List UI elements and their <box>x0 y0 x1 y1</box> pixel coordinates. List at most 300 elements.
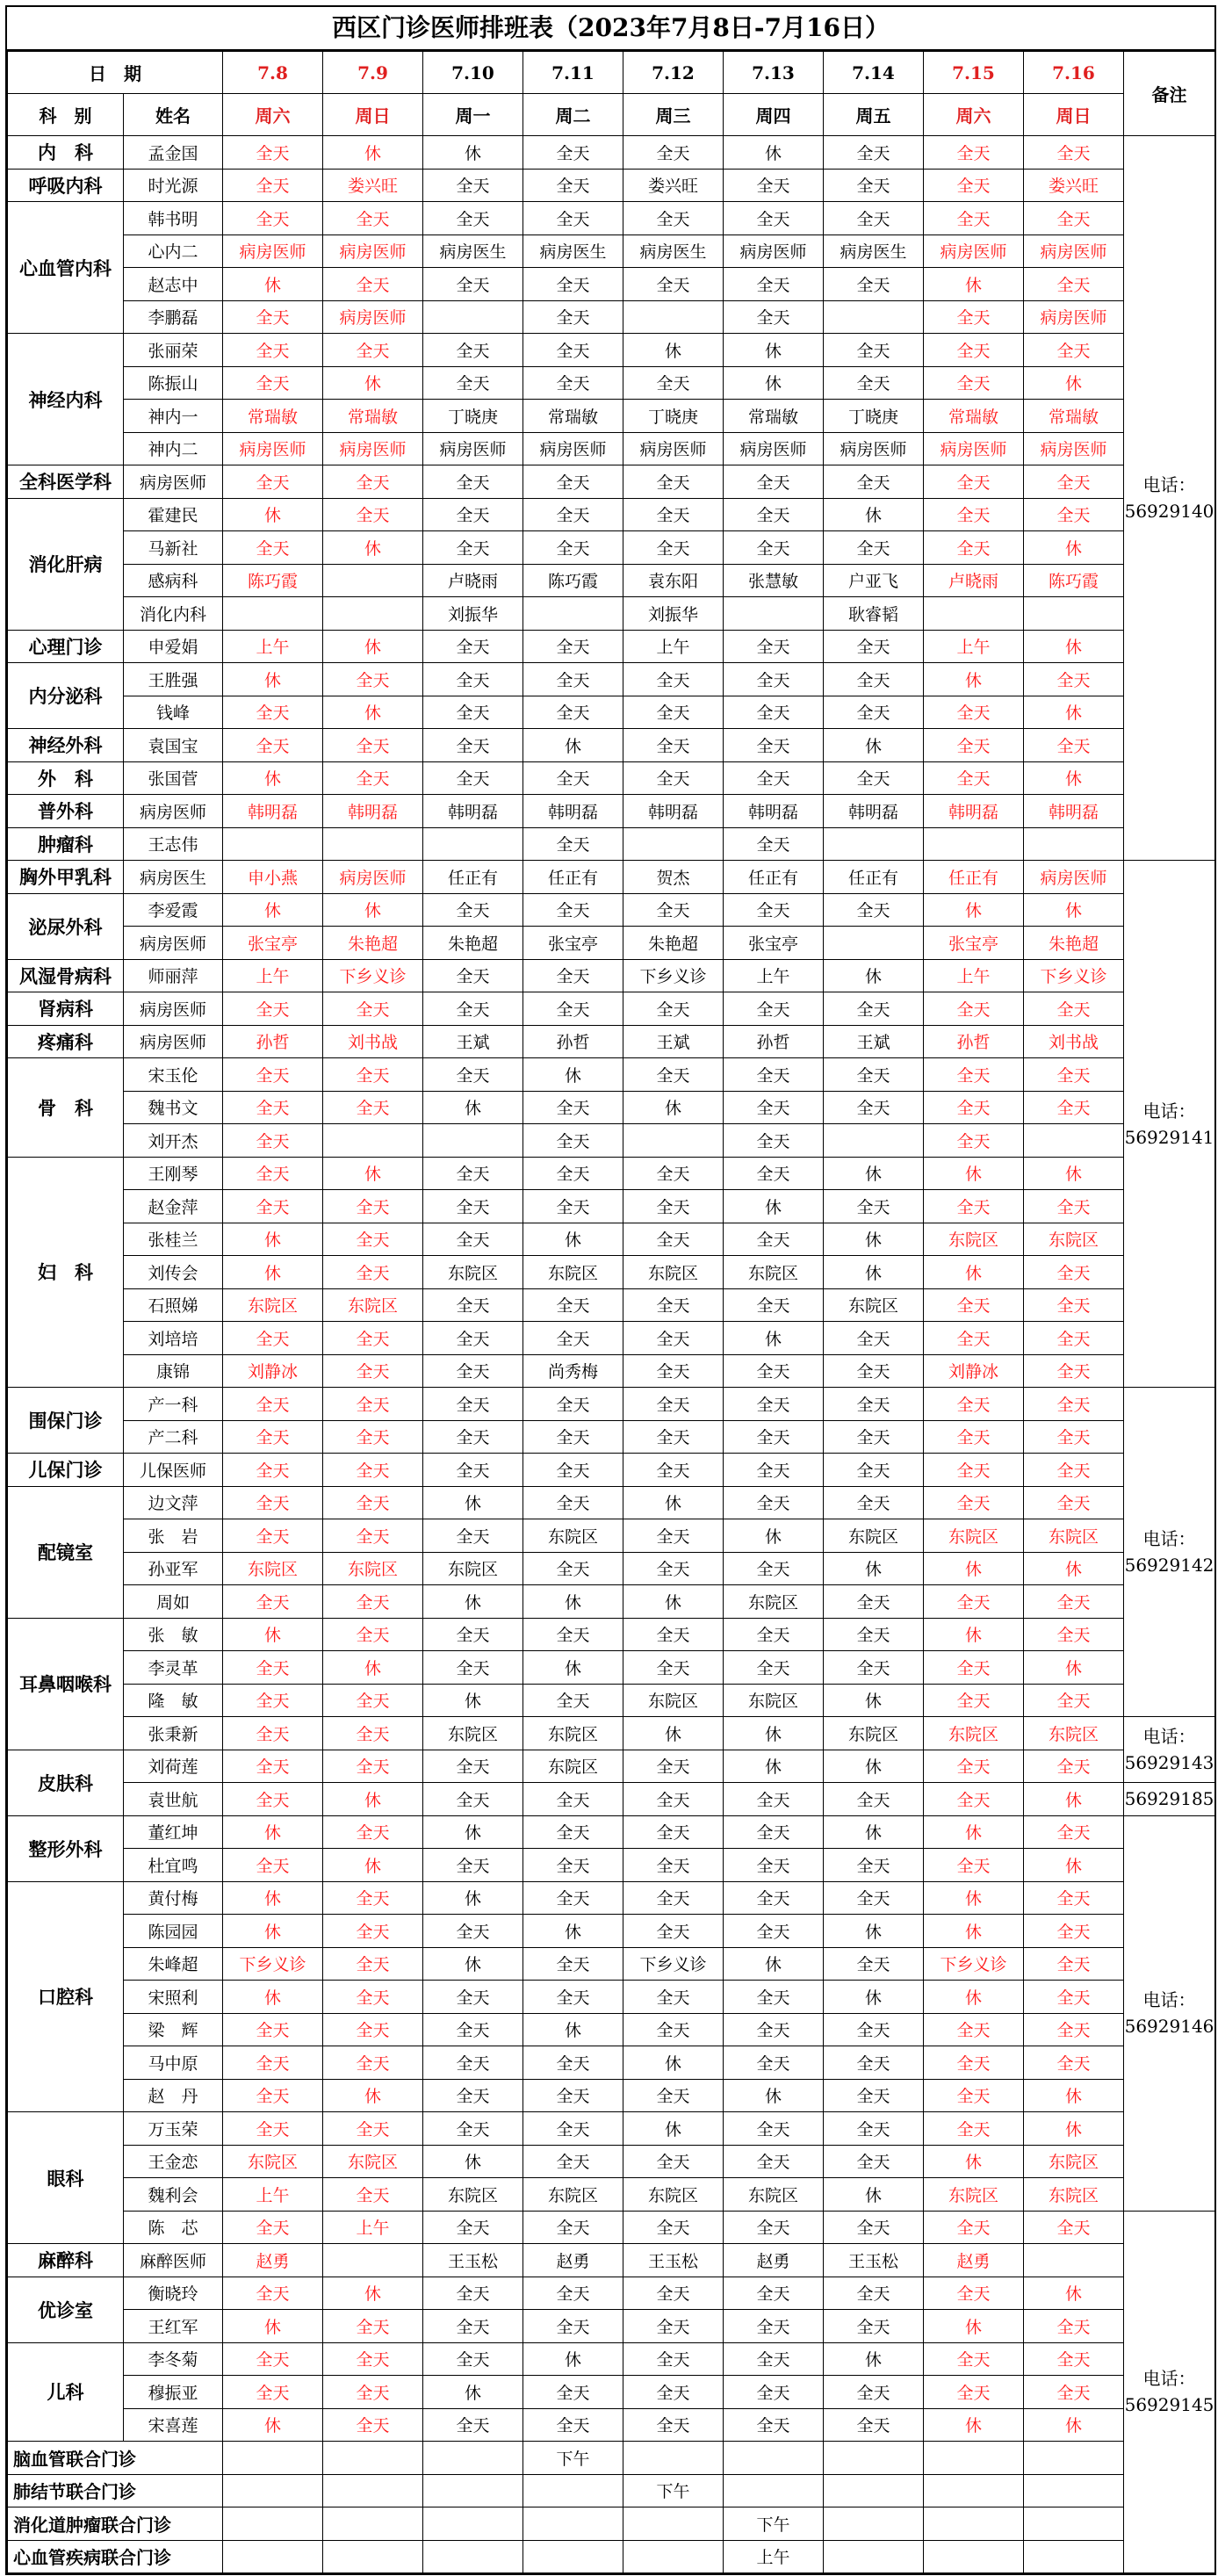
department-name: 肾病科 <box>8 992 124 1026</box>
shift-cell: 下乡义诊 <box>623 959 724 992</box>
shift-cell: 全天 <box>724 2277 824 2310</box>
doctor-name: 韩书明 <box>124 202 223 235</box>
shift-cell: 全天 <box>824 136 924 170</box>
shift-cell: 全天 <box>1024 498 1124 531</box>
shift-cell: 全天 <box>423 1618 523 1651</box>
shift-cell: 全天 <box>924 992 1024 1026</box>
shift-cell: 上午 <box>623 630 724 663</box>
shift-cell: 休 <box>223 1915 323 1948</box>
shift-cell: 休 <box>724 1750 824 1783</box>
shift-cell <box>824 827 924 861</box>
table-body <box>8 136 1215 2573</box>
doctor-name: 张桂兰 <box>124 1223 223 1256</box>
doctor-name: 赵志中 <box>124 268 223 301</box>
shift-cell: 常瑞敏 <box>724 400 824 433</box>
shift-cell: 全天 <box>523 2079 623 2112</box>
table-row <box>8 1322 1215 1355</box>
shift-cell: 东院区 <box>1024 2145 1124 2178</box>
shift-cell: 全天 <box>824 1420 924 1454</box>
table-row <box>8 366 1215 400</box>
shift-cell: 全天 <box>724 761 824 795</box>
shift-cell: 病房医生 <box>623 235 724 268</box>
shift-cell <box>223 2507 323 2541</box>
shift-cell: 全天 <box>423 1783 523 1816</box>
doctor-name: 陈 芯 <box>124 2211 223 2244</box>
shift-cell: 全天 <box>423 1454 523 1487</box>
shift-cell: 全天 <box>323 1388 423 1421</box>
shift-cell <box>323 2244 423 2277</box>
shift-cell: 朱艳超 <box>623 927 724 960</box>
shift-cell: 休 <box>824 2178 924 2212</box>
shift-cell: 病房医师 <box>423 432 523 465</box>
doctor-name: 马新社 <box>124 531 223 565</box>
shift-cell: 休 <box>824 1915 924 1948</box>
table-row <box>8 1815 1215 1849</box>
shift-cell: 全天 <box>223 729 323 762</box>
shift-cell <box>223 2474 323 2507</box>
shift-cell: 休 <box>824 1157 924 1190</box>
shift-cell: 全天 <box>423 1322 523 1355</box>
shift-cell: 休 <box>924 1256 1024 1289</box>
shift-cell: 全天 <box>423 696 523 729</box>
shift-cell: 全天 <box>623 136 724 170</box>
shift-cell: 全天 <box>824 2376 924 2409</box>
doctor-name: 张 岩 <box>124 1519 223 1553</box>
shift-cell: 东院区 <box>423 1552 523 1585</box>
shift-cell: 全天 <box>623 2376 724 2409</box>
shift-cell <box>223 2540 323 2573</box>
shift-cell: 上午 <box>223 959 323 992</box>
joint-clinic-name: 脑血管联合门诊 <box>8 2442 223 2475</box>
shift-cell: 全天 <box>924 169 1024 202</box>
shift-cell: 休 <box>1024 1651 1124 1685</box>
shift-cell: 下乡义诊 <box>223 1947 323 1981</box>
shift-cell: 全天 <box>1024 1091 1124 1124</box>
shift-cell: 全天 <box>623 1981 724 2014</box>
shift-cell: 全天 <box>523 498 623 531</box>
shift-cell <box>223 597 323 631</box>
shift-cell: 东院区 <box>423 1256 523 1289</box>
shift-cell: 全天 <box>423 202 523 235</box>
shift-cell: 全天 <box>924 334 1024 367</box>
shift-cell: 东院区 <box>1024 2178 1124 2212</box>
shift-cell: 刘振华 <box>623 597 724 631</box>
shift-cell: 病房医生 <box>423 235 523 268</box>
table-row <box>8 1354 1215 1388</box>
shift-cell: 全天 <box>623 1420 724 1454</box>
shift-cell: 全天 <box>924 1058 1024 1092</box>
shift-cell: 休 <box>423 1486 523 1519</box>
shift-cell <box>623 827 724 861</box>
shift-cell: 全天 <box>623 2211 724 2244</box>
shift-cell: 休 <box>323 366 423 400</box>
shift-cell <box>924 2507 1024 2541</box>
shift-cell: 全天 <box>623 761 724 795</box>
shift-cell <box>1024 2507 1124 2541</box>
shift-cell: 病房医师 <box>824 432 924 465</box>
shift-cell: 下午 <box>623 2474 724 2507</box>
shift-cell: 全天 <box>924 1288 1024 1322</box>
shift-cell: 东院区 <box>323 2145 423 2178</box>
shift-cell: 全天 <box>523 1486 623 1519</box>
shift-cell: 全天 <box>724 268 824 301</box>
shift-cell: 全天 <box>423 498 523 531</box>
phone-note: 电话：56929146 <box>1124 1815 1215 2211</box>
header-weekday: 周六 <box>924 94 1024 136</box>
table-row <box>8 2079 1215 2112</box>
shift-cell: 全天 <box>924 2211 1024 2244</box>
shift-cell: 全天 <box>824 1618 924 1651</box>
shift-cell: 全天 <box>724 1915 824 1948</box>
shift-cell: 病房医师 <box>523 432 623 465</box>
doctor-name: 产二科 <box>124 1420 223 1454</box>
shift-cell: 全天 <box>523 2376 623 2409</box>
shift-cell: 全天 <box>724 696 824 729</box>
doctor-name: 宋玉伦 <box>124 1058 223 1092</box>
shift-cell: 休 <box>924 2408 1024 2442</box>
doctor-name: 王红军 <box>124 2310 223 2343</box>
table-row <box>8 2474 1215 2507</box>
shift-cell: 全天 <box>323 1420 423 1454</box>
shift-cell: 休 <box>1024 761 1124 795</box>
shift-cell: 袁东阳 <box>623 564 724 597</box>
department-name: 普外科 <box>8 795 124 828</box>
shift-cell <box>1024 2442 1124 2475</box>
header-weekday: 周四 <box>724 94 824 136</box>
shift-cell: 全天 <box>724 1881 824 1915</box>
shift-cell: 东院区 <box>523 1750 623 1783</box>
shift-cell: 休 <box>323 893 423 927</box>
shift-cell: 病房医师 <box>924 432 1024 465</box>
shift-cell: 休 <box>1024 2277 1124 2310</box>
shift-cell: 全天 <box>323 992 423 1026</box>
shift-cell <box>1024 2474 1124 2507</box>
shift-cell: 休 <box>423 1947 523 1981</box>
shift-cell: 全天 <box>523 531 623 565</box>
shift-cell: 全天 <box>223 366 323 400</box>
shift-cell: 全天 <box>323 2013 423 2046</box>
table-row <box>8 1947 1215 1981</box>
shift-cell: 全天 <box>724 2310 824 2343</box>
shift-cell: 全天 <box>623 2079 724 2112</box>
shift-cell <box>623 2540 724 2573</box>
shift-cell: 东院区 <box>423 2178 523 2212</box>
shift-cell <box>323 2474 423 2507</box>
shift-cell: 常瑞敏 <box>223 400 323 433</box>
header-date: 7.8 <box>223 52 323 94</box>
shift-cell: 休 <box>623 2046 724 2080</box>
shift-cell <box>523 597 623 631</box>
shift-cell: 全天 <box>223 1322 323 1355</box>
shift-cell: 全天 <box>423 2342 523 2376</box>
shift-cell: 全天 <box>1024 1750 1124 1783</box>
shift-cell: 王斌 <box>423 1025 523 1058</box>
shift-cell: 王斌 <box>623 1025 724 1058</box>
shift-cell: 全天 <box>223 2277 323 2310</box>
header-weekday: 周六 <box>223 94 323 136</box>
shift-cell: 全天 <box>824 1354 924 1388</box>
doctor-name: 石照娣 <box>124 1288 223 1322</box>
shift-cell: 张宝亭 <box>523 927 623 960</box>
shift-cell: 任正有 <box>423 861 523 894</box>
shift-cell: 朱艳超 <box>1024 927 1124 960</box>
shift-cell: 全天 <box>323 1750 423 1783</box>
department-name: 围保门诊 <box>8 1388 124 1454</box>
joint-clinic-name: 心血管疾病联合门诊 <box>8 2540 223 2573</box>
shift-cell: 休 <box>1024 630 1124 663</box>
doctor-name: 穆振亚 <box>124 2376 223 2409</box>
shift-cell: 休 <box>924 1618 1024 1651</box>
shift-cell: 全天 <box>323 2342 423 2376</box>
shift-cell: 常瑞敏 <box>924 400 1024 433</box>
table-row <box>8 1684 1215 1717</box>
shift-cell: 休 <box>824 959 924 992</box>
shift-cell: 韩明磊 <box>423 795 523 828</box>
shift-cell <box>423 2442 523 2475</box>
shift-cell: 全天 <box>1024 1815 1124 1849</box>
shift-cell: 休 <box>1024 2408 1124 2442</box>
shift-cell: 全天 <box>1024 1947 1124 1981</box>
shift-cell: 全天 <box>523 1618 623 1651</box>
shift-cell: 全天 <box>223 2046 323 2080</box>
shift-cell: 病房医师 <box>623 432 724 465</box>
shift-cell: 全天 <box>323 663 423 696</box>
dept-label: 科 别 <box>8 94 124 136</box>
page-title: 西区门诊医师排班表（2023年7月8日-7月16日） <box>7 7 1214 51</box>
doctor-name: 王胜强 <box>124 663 223 696</box>
shift-cell: 上午 <box>924 630 1024 663</box>
table-row <box>8 1519 1215 1553</box>
doctor-name: 病房医师 <box>124 927 223 960</box>
shift-cell: 任正有 <box>824 861 924 894</box>
doctor-name: 袁世航 <box>124 1783 223 1816</box>
shift-cell: 全天 <box>523 1947 623 1981</box>
table-row <box>8 1420 1215 1454</box>
shift-cell: 全天 <box>724 169 824 202</box>
shift-cell: 休 <box>1024 2079 1124 2112</box>
shift-cell: 全天 <box>523 2145 623 2178</box>
shift-cell: 上午 <box>724 2540 824 2573</box>
shift-cell: 刘书战 <box>323 1025 423 1058</box>
shift-cell: 全天 <box>523 1981 623 2014</box>
shift-cell <box>724 2442 824 2475</box>
shift-cell: 全天 <box>223 531 323 565</box>
table-row <box>8 2442 1215 2475</box>
department-name: 麻醉科 <box>8 2244 124 2277</box>
shift-cell: 全天 <box>523 268 623 301</box>
shift-cell: 休 <box>824 2342 924 2376</box>
shift-cell: 全天 <box>824 465 924 499</box>
doctor-name: 感病科 <box>124 564 223 597</box>
shift-cell <box>323 2507 423 2541</box>
doctor-name: 董红坤 <box>124 1815 223 1849</box>
table-row <box>8 268 1215 301</box>
shift-cell: 休 <box>223 1881 323 1915</box>
shift-cell: 全天 <box>423 2013 523 2046</box>
shift-cell: 全天 <box>223 1651 323 1685</box>
shift-cell: 下午 <box>724 2507 824 2541</box>
shift-cell: 全天 <box>423 1519 523 1553</box>
shift-cell: 卢晓雨 <box>924 564 1024 597</box>
shift-cell: 全天 <box>523 1091 623 1124</box>
shift-cell: 全天 <box>223 1454 323 1487</box>
table-row <box>8 959 1215 992</box>
shift-cell <box>423 2474 523 2507</box>
shift-cell: 休 <box>824 1256 924 1289</box>
shift-cell: 全天 <box>223 136 323 170</box>
doctor-name: 刘荷莲 <box>124 1750 223 1783</box>
shift-cell: 全天 <box>824 202 924 235</box>
shift-cell: 休 <box>323 136 423 170</box>
shift-cell: 休 <box>223 2408 323 2442</box>
shift-cell: 全天 <box>323 1322 423 1355</box>
shift-cell: 全天 <box>724 827 824 861</box>
doctor-name: 万玉荣 <box>124 2112 223 2146</box>
shift-cell: 东院区 <box>924 1223 1024 1256</box>
shift-cell: 全天 <box>724 893 824 927</box>
shift-cell: 全天 <box>924 2013 1024 2046</box>
doctor-name: 魏利会 <box>124 2178 223 2212</box>
shift-cell: 孙哲 <box>724 1025 824 1058</box>
header-weekday: 周五 <box>824 94 924 136</box>
table-row <box>8 1454 1215 1487</box>
shift-cell: 全天 <box>924 761 1024 795</box>
shift-cell: 全天 <box>924 2112 1024 2146</box>
department-name: 耳鼻咽喉科 <box>8 1618 124 1750</box>
shift-cell: 全天 <box>623 1849 724 1882</box>
shift-cell: 全天 <box>223 202 323 235</box>
shift-cell: 全天 <box>423 992 523 1026</box>
department-name: 妇 科 <box>8 1157 124 1388</box>
shift-cell: 休 <box>824 1750 924 1783</box>
shift-cell: 全天 <box>423 465 523 499</box>
shift-cell: 全天 <box>1024 1486 1124 1519</box>
shift-cell <box>523 2474 623 2507</box>
shift-cell: 全天 <box>724 465 824 499</box>
shift-cell: 全天 <box>523 1815 623 1849</box>
shift-cell: 全天 <box>824 992 924 1026</box>
shift-cell: 休 <box>523 2342 623 2376</box>
shift-cell <box>824 300 924 334</box>
shift-cell: 全天 <box>223 2079 323 2112</box>
shift-cell: 全天 <box>223 1486 323 1519</box>
shift-cell: 全天 <box>523 1288 623 1322</box>
doctor-name: 王金恋 <box>124 2145 223 2178</box>
shift-cell: 全天 <box>924 1684 1024 1717</box>
table-header <box>8 52 1215 136</box>
shift-cell: 全天 <box>1024 268 1124 301</box>
shift-cell: 全天 <box>523 2211 623 2244</box>
department-name: 消化肝病 <box>8 498 124 630</box>
shift-cell: 全天 <box>724 2408 824 2442</box>
doctor-name: 神内一 <box>124 400 223 433</box>
shift-cell: 全天 <box>623 2342 724 2376</box>
shift-cell: 全天 <box>423 1388 523 1421</box>
shift-cell: 全天 <box>523 2277 623 2310</box>
shift-cell: 全天 <box>924 1091 1024 1124</box>
shift-cell <box>523 2540 623 2573</box>
shift-cell: 休 <box>223 268 323 301</box>
table-row <box>8 1288 1215 1322</box>
table-row <box>8 1124 1215 1158</box>
shift-cell: 全天 <box>1024 1322 1124 1355</box>
header-date: 7.11 <box>523 52 623 94</box>
table-row <box>8 630 1215 663</box>
shift-cell: 全天 <box>223 1420 323 1454</box>
shift-cell: 全天 <box>623 1157 724 1190</box>
shift-cell: 全天 <box>824 1091 924 1124</box>
doctor-name: 李灵革 <box>124 1651 223 1685</box>
shift-cell <box>323 1124 423 1158</box>
shift-cell: 贺杰 <box>623 861 724 894</box>
shift-cell: 休 <box>223 893 323 927</box>
doctor-name: 王刚琴 <box>124 1157 223 1190</box>
department-name: 整形外科 <box>8 1815 124 1881</box>
shift-cell: 休 <box>523 1223 623 1256</box>
shift-cell: 下乡义诊 <box>1024 959 1124 992</box>
shift-cell: 全天 <box>523 696 623 729</box>
shift-cell <box>223 2442 323 2475</box>
table-row <box>8 2507 1215 2541</box>
shift-cell: 全天 <box>523 2112 623 2146</box>
shift-cell: 休 <box>223 663 323 696</box>
doctor-name: 病房医师 <box>124 795 223 828</box>
shift-cell: 休 <box>824 1815 924 1849</box>
shift-cell: 全天 <box>523 1157 623 1190</box>
shift-cell: 全天 <box>824 893 924 927</box>
doctor-name: 时光源 <box>124 169 223 202</box>
shift-cell: 刘书战 <box>1024 1025 1124 1058</box>
shift-cell: 全天 <box>423 2112 523 2146</box>
shift-cell: 张宝亭 <box>924 927 1024 960</box>
shift-cell: 全天 <box>824 2145 924 2178</box>
doctor-name: 赵 丹 <box>124 2079 223 2112</box>
shift-cell: 全天 <box>824 2277 924 2310</box>
shift-cell <box>423 2507 523 2541</box>
shift-cell: 户亚飞 <box>824 564 924 597</box>
shift-cell: 全天 <box>724 1124 824 1158</box>
department-name: 全科医学科 <box>8 465 124 499</box>
shift-cell: 全天 <box>523 893 623 927</box>
shift-cell: 全天 <box>523 959 623 992</box>
shift-cell <box>623 300 724 334</box>
shift-cell: 王斌 <box>824 1025 924 1058</box>
doctor-name: 杜宜鸣 <box>124 1849 223 1882</box>
header-weekday-row <box>8 94 1215 136</box>
shift-cell: 全天 <box>523 1849 623 1882</box>
table-row <box>8 1091 1215 1124</box>
shift-cell: 东院区 <box>623 1684 724 1717</box>
shift-cell: 休 <box>623 2112 724 2146</box>
shift-cell: 全天 <box>824 1881 924 1915</box>
shift-cell: 丁晓庚 <box>623 400 724 433</box>
doctor-name: 心内二 <box>124 235 223 268</box>
department-name: 儿科 <box>8 2342 124 2442</box>
department-name: 胸外甲乳科 <box>8 861 124 894</box>
shift-cell <box>423 1124 523 1158</box>
shift-cell: 全天 <box>323 1256 423 1289</box>
shift-cell: 全天 <box>223 2112 323 2146</box>
table-row <box>8 465 1215 499</box>
shift-cell: 东院区 <box>824 1288 924 1322</box>
shift-cell: 全天 <box>623 729 724 762</box>
shift-cell: 任正有 <box>523 861 623 894</box>
shift-cell: 全天 <box>623 893 724 927</box>
shift-cell: 东院区 <box>824 1519 924 1553</box>
shift-cell: 全天 <box>623 2277 724 2310</box>
table-row <box>8 498 1215 531</box>
department-name: 呼吸内科 <box>8 169 124 202</box>
